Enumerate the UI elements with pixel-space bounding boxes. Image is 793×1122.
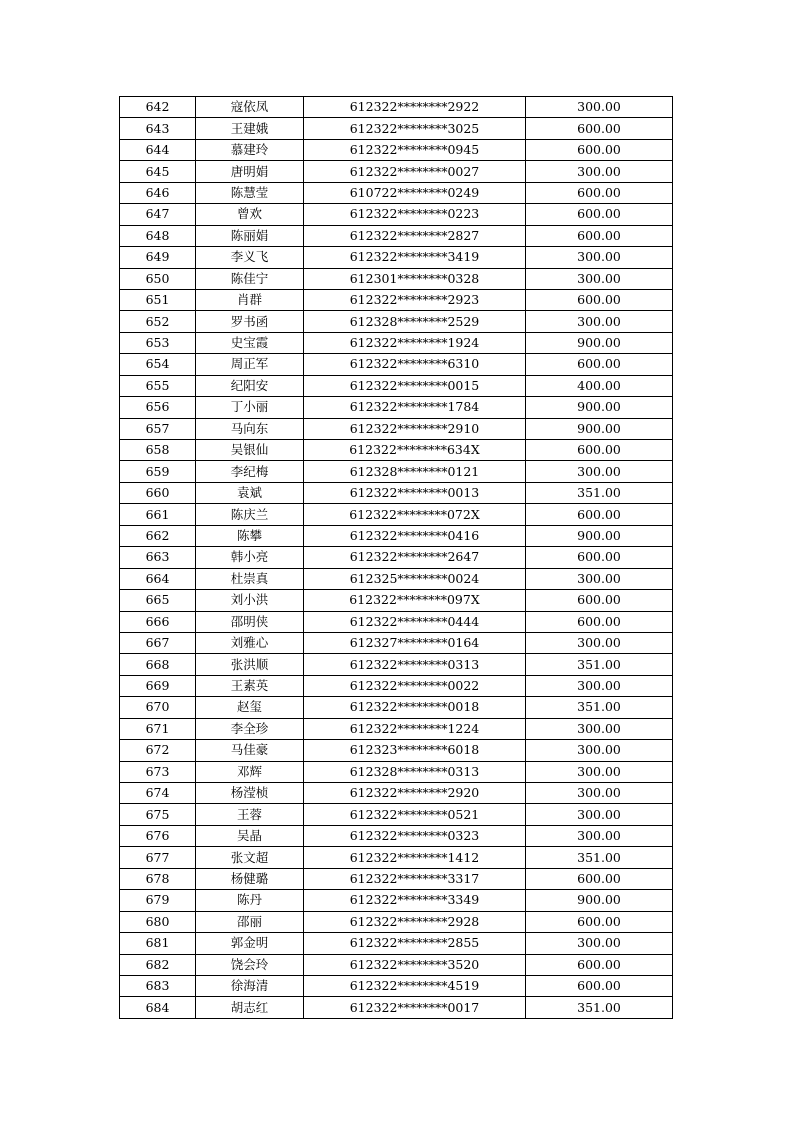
id-number-cell: 612327********0164	[304, 632, 526, 653]
serial-number-cell: 676	[120, 825, 196, 846]
serial-number-cell: 646	[120, 182, 196, 203]
amount-cell: 300.00	[526, 933, 673, 954]
table-row	[120, 718, 673, 739]
person-name-cell: 吴晶	[196, 825, 304, 846]
id-number-cell: 612322********634X	[304, 440, 526, 461]
id-number-cell: 612322********072X	[304, 504, 526, 525]
serial-number-cell: 642	[120, 97, 196, 118]
id-number-cell: 612322********0022	[304, 675, 526, 696]
table-row	[120, 332, 673, 353]
table-row	[120, 911, 673, 932]
table-row	[120, 268, 673, 289]
table-row	[120, 397, 673, 418]
id-number-cell: 612322********3419	[304, 247, 526, 268]
person-name-cell: 陈慧莹	[196, 182, 304, 203]
table-row	[120, 954, 673, 975]
amount-cell: 600.00	[526, 182, 673, 203]
id-number-cell: 612328********2529	[304, 311, 526, 332]
amount-cell: 600.00	[526, 225, 673, 246]
id-number-cell: 612322********3025	[304, 118, 526, 139]
id-number-cell: 612322********1784	[304, 397, 526, 418]
id-number-cell: 612322********2827	[304, 225, 526, 246]
table-row	[120, 547, 673, 568]
id-number-cell: 612322********2910	[304, 418, 526, 439]
amount-cell: 300.00	[526, 568, 673, 589]
table-row	[120, 225, 673, 246]
serial-number-cell: 655	[120, 375, 196, 396]
serial-number-cell: 672	[120, 740, 196, 761]
person-name-cell: 曾欢	[196, 204, 304, 225]
amount-cell: 300.00	[526, 804, 673, 825]
amount-cell: 300.00	[526, 461, 673, 482]
table-row	[120, 590, 673, 611]
serial-number-cell: 674	[120, 783, 196, 804]
person-name-cell: 马佳豪	[196, 740, 304, 761]
table-row	[120, 525, 673, 546]
amount-cell: 300.00	[526, 97, 673, 118]
amount-cell: 600.00	[526, 911, 673, 932]
serial-number-cell: 667	[120, 632, 196, 653]
id-number-cell: 612322********0945	[304, 139, 526, 160]
amount-cell: 600.00	[526, 975, 673, 996]
id-number-cell: 610722********0249	[304, 182, 526, 203]
person-name-cell: 邓辉	[196, 761, 304, 782]
person-name-cell: 王建娥	[196, 118, 304, 139]
amount-cell: 300.00	[526, 247, 673, 268]
person-name-cell: 唐明娟	[196, 161, 304, 182]
serial-number-cell: 673	[120, 761, 196, 782]
amount-cell: 900.00	[526, 418, 673, 439]
person-name-cell: 陈丹	[196, 890, 304, 911]
table-row	[120, 611, 673, 632]
serial-number-cell: 668	[120, 654, 196, 675]
id-number-cell: 612322********2922	[304, 97, 526, 118]
id-number-cell: 612322********3317	[304, 868, 526, 889]
person-name-cell: 李纪梅	[196, 461, 304, 482]
table-row	[120, 654, 673, 675]
serial-number-cell: 647	[120, 204, 196, 225]
serial-number-cell: 645	[120, 161, 196, 182]
table-row	[120, 761, 673, 782]
person-name-cell: 陈庆兰	[196, 504, 304, 525]
person-name-cell: 邵丽	[196, 911, 304, 932]
person-name-cell: 李义飞	[196, 247, 304, 268]
id-number-cell: 612322********0013	[304, 482, 526, 503]
table-row	[120, 675, 673, 696]
serial-number-cell: 644	[120, 139, 196, 160]
id-number-cell: 612322********2920	[304, 783, 526, 804]
person-name-cell: 张文超	[196, 847, 304, 868]
roster-table-body	[120, 97, 673, 1019]
amount-cell: 900.00	[526, 397, 673, 418]
serial-number-cell: 652	[120, 311, 196, 332]
table-row	[120, 311, 673, 332]
person-name-cell: 肖群	[196, 289, 304, 310]
table-row	[120, 161, 673, 182]
id-number-cell: 612322********0416	[304, 525, 526, 546]
person-name-cell: 郭金明	[196, 933, 304, 954]
person-name-cell: 李全珍	[196, 718, 304, 739]
person-name-cell: 韩小亮	[196, 547, 304, 568]
amount-cell: 600.00	[526, 590, 673, 611]
amount-cell: 600.00	[526, 289, 673, 310]
table-row	[120, 482, 673, 503]
amount-cell: 600.00	[526, 868, 673, 889]
id-number-cell: 612328********0313	[304, 761, 526, 782]
person-name-cell: 杨滢桢	[196, 783, 304, 804]
person-name-cell: 陈佳宁	[196, 268, 304, 289]
id-number-cell: 612322********1224	[304, 718, 526, 739]
amount-cell: 900.00	[526, 332, 673, 353]
serial-number-cell: 681	[120, 933, 196, 954]
serial-number-cell: 648	[120, 225, 196, 246]
id-number-cell: 612322********1412	[304, 847, 526, 868]
table-row	[120, 375, 673, 396]
table-row	[120, 139, 673, 160]
person-name-cell: 寇依凤	[196, 97, 304, 118]
id-number-cell: 612322********6310	[304, 354, 526, 375]
person-name-cell: 丁小丽	[196, 397, 304, 418]
amount-cell: 300.00	[526, 825, 673, 846]
person-name-cell: 吴银仙	[196, 440, 304, 461]
amount-cell: 300.00	[526, 740, 673, 761]
id-number-cell: 612322********097X	[304, 590, 526, 611]
serial-number-cell: 669	[120, 675, 196, 696]
serial-number-cell: 661	[120, 504, 196, 525]
amount-cell: 351.00	[526, 654, 673, 675]
id-number-cell: 612322********2928	[304, 911, 526, 932]
person-name-cell: 徐海清	[196, 975, 304, 996]
table-row	[120, 847, 673, 868]
serial-number-cell: 662	[120, 525, 196, 546]
id-number-cell: 612322********0313	[304, 654, 526, 675]
person-name-cell: 陈丽娟	[196, 225, 304, 246]
person-name-cell: 赵玺	[196, 697, 304, 718]
amount-cell: 900.00	[526, 890, 673, 911]
amount-cell: 351.00	[526, 997, 673, 1018]
person-name-cell: 袁斌	[196, 482, 304, 503]
id-number-cell: 612322********0323	[304, 825, 526, 846]
amount-cell: 600.00	[526, 139, 673, 160]
amount-cell: 900.00	[526, 525, 673, 546]
serial-number-cell: 683	[120, 975, 196, 996]
table-row	[120, 504, 673, 525]
amount-cell: 300.00	[526, 761, 673, 782]
id-number-cell: 612322********3349	[304, 890, 526, 911]
person-name-cell: 陈攀	[196, 525, 304, 546]
amount-cell: 300.00	[526, 675, 673, 696]
id-number-cell: 612325********0024	[304, 568, 526, 589]
serial-number-cell: 663	[120, 547, 196, 568]
amount-cell: 600.00	[526, 440, 673, 461]
person-name-cell: 杨健璐	[196, 868, 304, 889]
serial-number-cell: 650	[120, 268, 196, 289]
table-row	[120, 890, 673, 911]
serial-number-cell: 677	[120, 847, 196, 868]
serial-number-cell: 678	[120, 868, 196, 889]
id-number-cell: 612322********0017	[304, 997, 526, 1018]
amount-cell: 300.00	[526, 718, 673, 739]
person-name-cell: 马向东	[196, 418, 304, 439]
id-number-cell: 612322********0223	[304, 204, 526, 225]
table-row	[120, 97, 673, 118]
person-name-cell: 周正军	[196, 354, 304, 375]
serial-number-cell: 682	[120, 954, 196, 975]
serial-number-cell: 679	[120, 890, 196, 911]
person-name-cell: 王素英	[196, 675, 304, 696]
person-name-cell: 王蓉	[196, 804, 304, 825]
serial-number-cell: 654	[120, 354, 196, 375]
table-row	[120, 354, 673, 375]
id-number-cell: 612322********2855	[304, 933, 526, 954]
serial-number-cell: 658	[120, 440, 196, 461]
id-number-cell: 612322********2647	[304, 547, 526, 568]
table-row	[120, 632, 673, 653]
person-name-cell: 纪阳安	[196, 375, 304, 396]
serial-number-cell: 680	[120, 911, 196, 932]
table-row	[120, 975, 673, 996]
table-row	[120, 247, 673, 268]
table-row	[120, 997, 673, 1018]
person-name-cell: 胡志红	[196, 997, 304, 1018]
table-row	[120, 804, 673, 825]
person-name-cell: 刘雅心	[196, 632, 304, 653]
id-number-cell: 612328********0121	[304, 461, 526, 482]
id-number-cell: 612322********0015	[304, 375, 526, 396]
serial-number-cell: 653	[120, 332, 196, 353]
person-name-cell: 刘小洪	[196, 590, 304, 611]
table-row	[120, 289, 673, 310]
serial-number-cell: 651	[120, 289, 196, 310]
amount-cell: 600.00	[526, 611, 673, 632]
table-row	[120, 740, 673, 761]
amount-cell: 300.00	[526, 268, 673, 289]
amount-cell: 351.00	[526, 482, 673, 503]
amount-cell: 600.00	[526, 204, 673, 225]
amount-cell: 600.00	[526, 504, 673, 525]
table-row	[120, 697, 673, 718]
amount-cell: 300.00	[526, 783, 673, 804]
serial-number-cell: 649	[120, 247, 196, 268]
table-row	[120, 933, 673, 954]
table-row	[120, 418, 673, 439]
serial-number-cell: 666	[120, 611, 196, 632]
amount-cell: 300.00	[526, 632, 673, 653]
amount-cell: 600.00	[526, 954, 673, 975]
amount-cell: 600.00	[526, 118, 673, 139]
id-number-cell: 612322********3520	[304, 954, 526, 975]
id-number-cell: 612322********1924	[304, 332, 526, 353]
table-row	[120, 182, 673, 203]
serial-number-cell: 665	[120, 590, 196, 611]
id-number-cell: 612322********0444	[304, 611, 526, 632]
serial-number-cell: 660	[120, 482, 196, 503]
serial-number-cell: 675	[120, 804, 196, 825]
id-number-cell: 612301********0328	[304, 268, 526, 289]
table-row	[120, 568, 673, 589]
serial-number-cell: 670	[120, 697, 196, 718]
table-row	[120, 461, 673, 482]
amount-cell: 351.00	[526, 697, 673, 718]
serial-number-cell: 643	[120, 118, 196, 139]
id-number-cell: 612322********2923	[304, 289, 526, 310]
table-row	[120, 868, 673, 889]
amount-cell: 300.00	[526, 161, 673, 182]
id-number-cell: 612323********6018	[304, 740, 526, 761]
person-name-cell: 张洪顺	[196, 654, 304, 675]
id-number-cell: 612322********0018	[304, 697, 526, 718]
table-row	[120, 825, 673, 846]
person-name-cell: 罗书函	[196, 311, 304, 332]
person-name-cell: 慕建玲	[196, 139, 304, 160]
person-name-cell: 杜崇真	[196, 568, 304, 589]
serial-number-cell: 684	[120, 997, 196, 1018]
amount-cell: 600.00	[526, 547, 673, 568]
serial-number-cell: 671	[120, 718, 196, 739]
serial-number-cell: 659	[120, 461, 196, 482]
person-name-cell: 史宝霞	[196, 332, 304, 353]
amount-cell: 400.00	[526, 375, 673, 396]
table-row	[120, 204, 673, 225]
serial-number-cell: 657	[120, 418, 196, 439]
id-number-cell: 612322********0521	[304, 804, 526, 825]
table-row	[120, 118, 673, 139]
person-name-cell: 邵明侠	[196, 611, 304, 632]
amount-cell: 600.00	[526, 354, 673, 375]
person-name-cell: 饶会玲	[196, 954, 304, 975]
table-row	[120, 783, 673, 804]
amount-cell: 300.00	[526, 311, 673, 332]
amount-cell: 351.00	[526, 847, 673, 868]
id-number-cell: 612322********4519	[304, 975, 526, 996]
serial-number-cell: 656	[120, 397, 196, 418]
table-row	[120, 440, 673, 461]
id-number-cell: 612322********0027	[304, 161, 526, 182]
serial-number-cell: 664	[120, 568, 196, 589]
roster-table	[119, 96, 673, 1019]
